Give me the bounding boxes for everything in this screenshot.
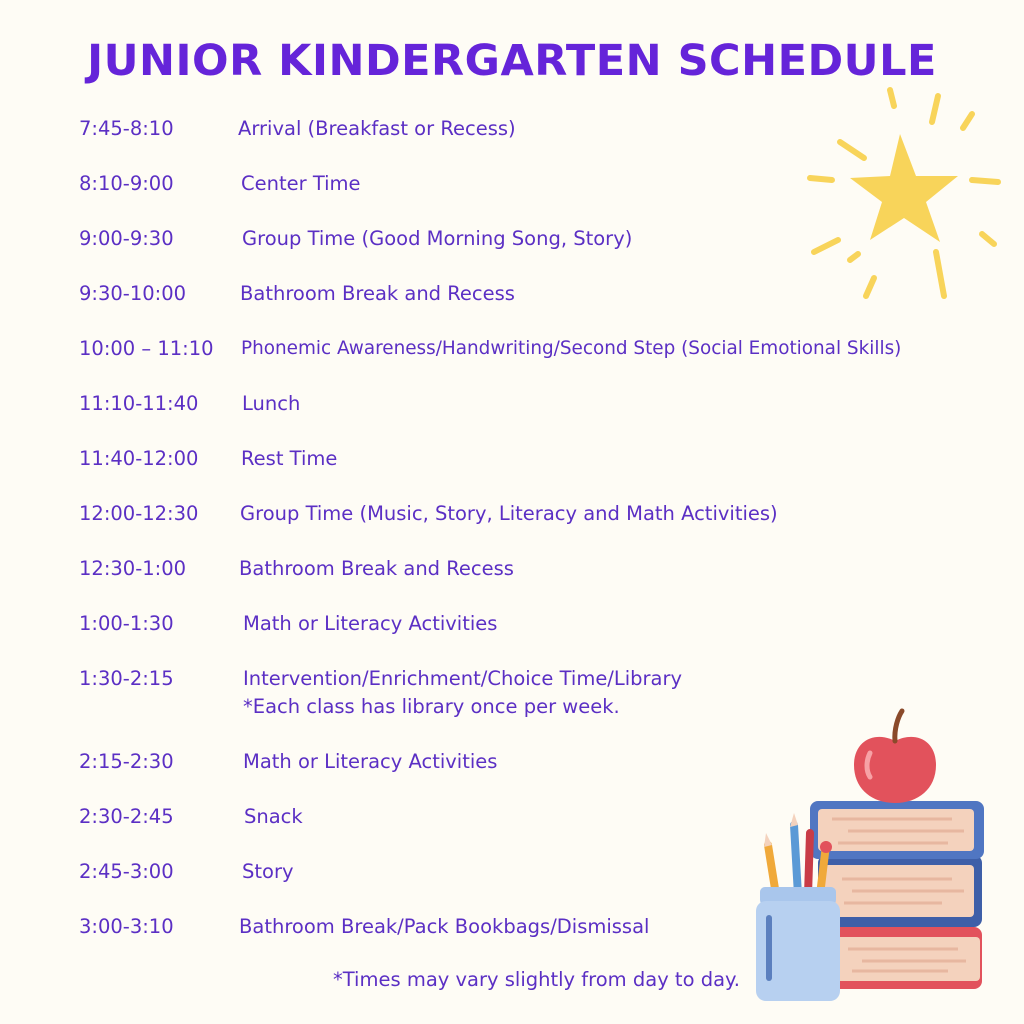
row-time: 12:30-1:00 (79, 557, 187, 580)
row-activity: Lunch (242, 392, 301, 415)
row-time: 3:00-3:10 (79, 915, 174, 938)
row-time: 10:00 – 11:10 (79, 337, 214, 360)
row-time: 11:40-12:00 (79, 447, 199, 470)
row-activity: Math or Literacy Activities (243, 612, 498, 635)
row-time: 1:00-1:30 (79, 612, 174, 635)
row-activity: Bathroom Break/Pack Bookbags/Dismissal (239, 915, 650, 938)
books-apple-pencils-icon (752, 705, 992, 1010)
row-time: 12:00-12:30 (79, 502, 199, 525)
row-time: 2:15-2:30 (79, 750, 174, 773)
row-time: 2:45-3:00 (79, 860, 174, 883)
star-sun-icon (800, 84, 1010, 304)
row-activity: Intervention/Enrichment/Choice Time/Library (243, 667, 683, 690)
row-time: 11:10-11:40 (79, 392, 199, 415)
page-title: JUNIOR KINDERGARTEN SCHEDULE (87, 36, 937, 86)
row-time: 2:30-2:45 (79, 805, 174, 828)
row-activity: Bathroom Break and Recess (239, 557, 514, 580)
row-time: 7:45-8:10 (79, 117, 174, 140)
row-activity: Bathroom Break and Recess (240, 282, 515, 305)
row-activity: Story (242, 860, 294, 883)
row-activity: Center Time (241, 172, 361, 195)
row-activity: Arrival (Breakfast or Recess) (238, 117, 516, 140)
row-activity: Group Time (Music, Story, Literacy and Math Activities) (240, 502, 778, 525)
row-time: 8:10-9:00 (79, 172, 174, 195)
row-activity: Snack (244, 805, 303, 828)
row-time: 9:00-9:30 (79, 227, 174, 250)
row-time: 1:30-2:15 (79, 667, 174, 690)
row-activity: Rest Time (241, 447, 338, 470)
row-time: 9:30-10:00 (79, 282, 187, 305)
row-activity: Math or Literacy Activities (243, 750, 498, 773)
row-activity-group (243, 665, 682, 721)
row-activity: Group Time (Good Morning Song, Story) (242, 227, 633, 250)
row-activity: Phonemic Awareness/Handwriting/Second Step (Social Emotional Skills) (241, 338, 902, 359)
row-note: *Each class has library once per week. (243, 695, 620, 718)
footnote: *Times may vary slightly from day to day. (333, 968, 740, 991)
